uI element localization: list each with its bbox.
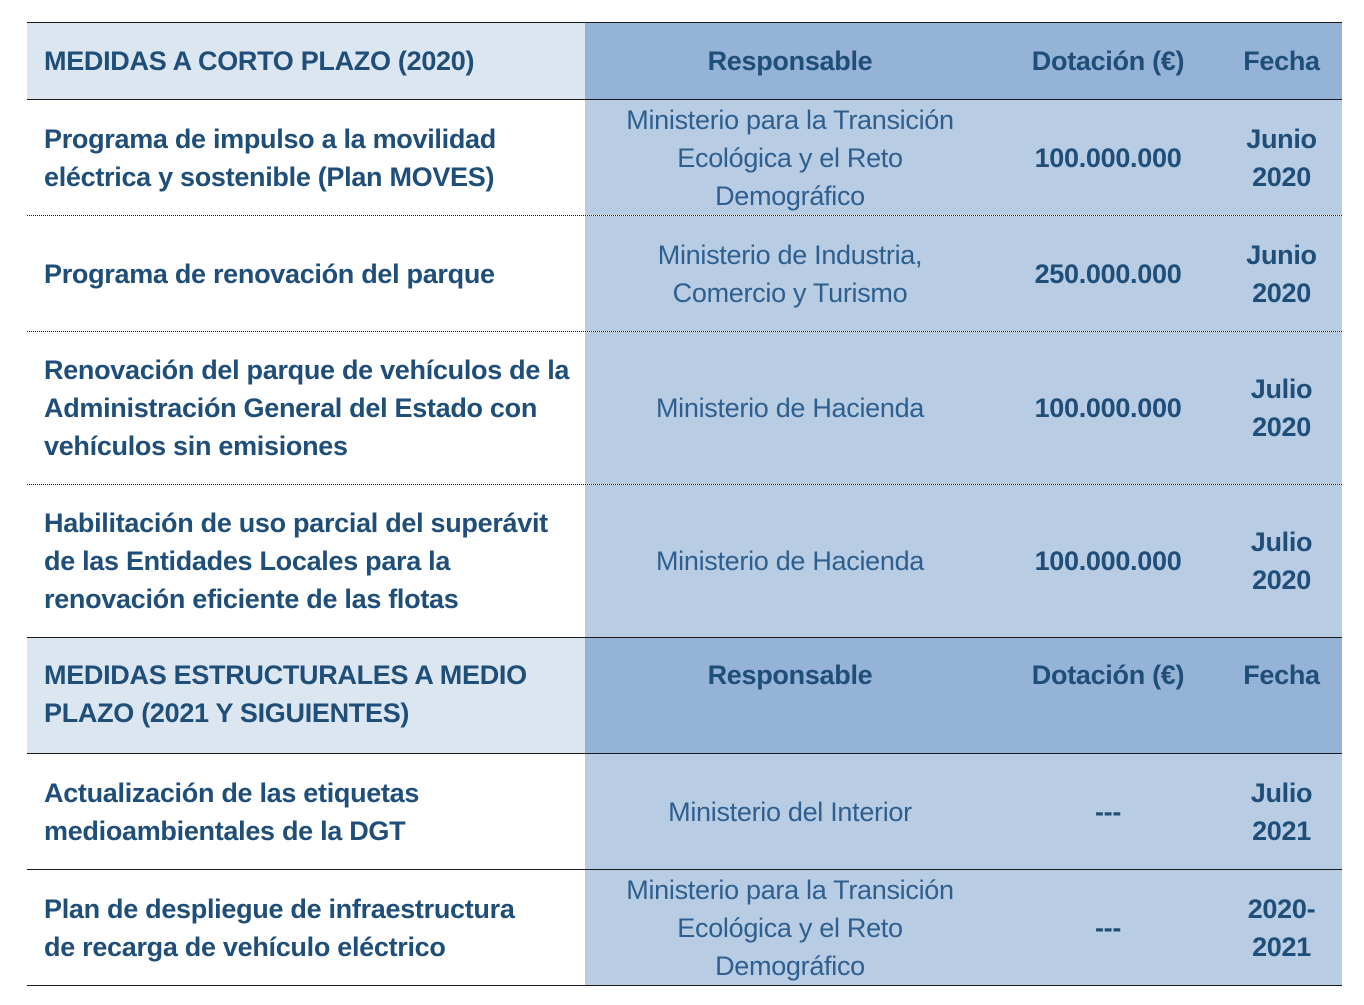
responsable-cell: [585, 870, 995, 985]
table-row: [27, 869, 1342, 986]
header-title-cell: [27, 638, 585, 753]
header-dotacion-cell: [995, 23, 1221, 99]
header-responsable: Responsable: [707, 660, 873, 690]
header-dotacion-cell: [995, 638, 1221, 753]
medida-text: Actualización de las etiquetas medioambientales de la DGT: [44, 777, 420, 846]
header-dotacion: Dotación (€): [1031, 660, 1185, 690]
medida-cell: [27, 216, 585, 331]
header-title: MEDIDAS ESTRUCTURALES A MEDIO PLAZO (2021 Y SIGUIENTES): [44, 660, 527, 728]
fecha-cell: [1221, 754, 1342, 869]
header-responsable-cell: [585, 23, 995, 99]
fecha-cell: [1221, 100, 1342, 215]
table-header-row: [27, 637, 1342, 753]
responsable-text: Ministerio de Industria, Comercio y Turismo: [657, 239, 923, 308]
responsable-cell: [585, 100, 995, 215]
responsable-text: Ministerio de Hacienda: [655, 546, 925, 576]
measures-table: [27, 22, 1342, 986]
fecha-cell: [1221, 332, 1342, 484]
medida-cell: [27, 100, 585, 215]
fecha-text: Junio 2020: [1246, 239, 1317, 308]
dotacion-text: 100.000.000: [1034, 142, 1182, 173]
responsable-cell: [585, 485, 995, 637]
medida-text: Programa de impulso a la movilidad eléctrica y sostenible (Plan MOVES): [44, 123, 496, 192]
dotacion-text: 100.000.000: [1034, 546, 1182, 576]
dotacion-cell: [995, 870, 1221, 985]
header-responsable-cell: [585, 638, 995, 753]
fecha-text: Junio 2020: [1246, 123, 1317, 192]
medida-cell: [27, 332, 585, 484]
medida-text: Habilitación de uso parcial del superávit de las Entidades Locales para la renovación eficiente de las flotas: [44, 508, 548, 614]
fecha-cell: [1221, 216, 1342, 331]
dotacion-cell: [995, 216, 1221, 331]
medida-text: Renovación del parque de vehículos de la Administración General del Estado con vehículos sin emisiones: [44, 355, 570, 461]
dotacion-text: ---: [1094, 796, 1122, 827]
fecha-text: 2020-2021: [1247, 893, 1316, 962]
responsable-text: Ministerio para la Transición Ecológica y el Reto Demográfico: [626, 104, 954, 211]
dotacion-text: ---: [1094, 912, 1122, 943]
medida-text: Programa de renovación del parque: [44, 258, 495, 289]
header-fecha-cell: [1221, 23, 1342, 99]
table-row: [27, 753, 1342, 869]
responsable-cell: [585, 332, 995, 484]
dotacion-cell: [995, 332, 1221, 484]
responsable-cell: [585, 216, 995, 331]
dotacion-text: 100.000.000: [1034, 393, 1182, 423]
fecha-text: Julio 2020: [1250, 527, 1313, 595]
table-row: [27, 215, 1342, 331]
header-responsable: Responsable: [707, 46, 873, 76]
responsable-text: Ministerio del Interior: [668, 796, 912, 827]
responsable-text: Ministerio para la Transición Ecológica y el Reto Demográfico: [626, 874, 954, 981]
table-row: [27, 484, 1342, 637]
fecha-cell: [1221, 870, 1342, 985]
header-title: MEDIDAS A CORTO PLAZO (2020): [44, 46, 475, 76]
header-title-cell: [27, 23, 585, 99]
table-header-row: [27, 22, 1342, 99]
table-row: [27, 99, 1342, 215]
medida-text: Plan de despliegue de infraestructura de recarga de vehículo eléctrico: [44, 893, 515, 962]
responsable-cell: [585, 754, 995, 869]
medida-cell: [27, 870, 585, 985]
header-dotacion: Dotación (€): [1031, 46, 1185, 76]
medida-cell: [27, 754, 585, 869]
header-fecha: Fecha: [1243, 660, 1320, 690]
fecha-text: Julio 2020: [1250, 374, 1313, 442]
fecha-text: Julio 2021: [1250, 777, 1313, 846]
dotacion-text: 250.000.000: [1034, 258, 1182, 289]
dotacion-cell: [995, 754, 1221, 869]
table-row: [27, 331, 1342, 484]
fecha-cell: [1221, 485, 1342, 637]
dotacion-cell: [995, 100, 1221, 215]
medida-cell: [27, 485, 585, 637]
header-fecha: Fecha: [1243, 46, 1320, 76]
responsable-text: Ministerio de Hacienda: [655, 393, 925, 423]
dotacion-cell: [995, 485, 1221, 637]
header-fecha-cell: [1221, 638, 1342, 753]
